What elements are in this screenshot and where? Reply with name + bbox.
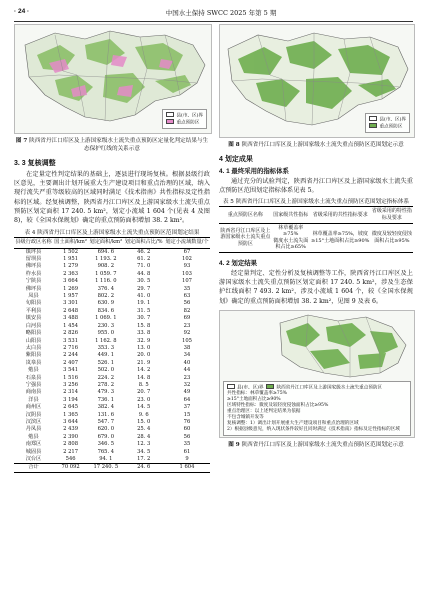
section-4-1-heading: 4. 1 最终采用的指标体系 xyxy=(219,168,289,175)
table-4-cell: 694. 6 xyxy=(97,248,115,255)
header-rule xyxy=(14,21,413,22)
table-4-cell: 76 xyxy=(183,418,191,425)
table-4-cell: 70 092 xyxy=(53,464,88,472)
table-4-cell: 17. 2 xyxy=(137,456,151,462)
table-4-col-area: 国土面积/km² xyxy=(53,238,88,248)
table-4-row xyxy=(14,338,210,345)
table-4-cell: 56 xyxy=(183,433,191,440)
table-5-row xyxy=(219,223,413,252)
table-4-cell: 60 xyxy=(183,426,191,433)
table-4-row xyxy=(14,375,210,382)
table-4-cell: 商州区 xyxy=(25,404,42,411)
table-4-cell: 546 xyxy=(65,456,76,462)
figure-9-note: 不包含城镇开发等 xyxy=(227,415,264,421)
table-5-col-provincial: 省级采用的共性指标要求 xyxy=(310,207,371,223)
table-4-row xyxy=(14,456,210,464)
table-5-cell-name: 陕西省丹江口库区及上游国家级水土流失重点预防区 xyxy=(219,223,272,252)
table-4-cell: 2 716 xyxy=(63,344,79,351)
table-4-cell: 32 xyxy=(183,381,191,388)
table-4-cell: 107 xyxy=(182,278,192,285)
table-4-cell: 旬阳县 xyxy=(25,300,42,307)
figure-7-map xyxy=(14,24,212,134)
figure-7-caption: 图 7 陕西省丹江口库区及上游国家级水土流失重点预防区定量化判定结果与生态保护红线的关系示意 xyxy=(15,138,209,152)
prevention-swatch xyxy=(266,384,274,390)
table-4-body xyxy=(14,248,210,472)
table-4-cell: 230. 3 xyxy=(97,322,115,329)
table-4-cell: 合计 xyxy=(14,464,53,472)
table-4-row xyxy=(14,300,210,307)
table-4-row xyxy=(14,248,210,256)
table-4-cell: 洋县 xyxy=(28,396,39,403)
table-4-row xyxy=(14,293,210,300)
table-4-cell: 2 407 xyxy=(63,359,79,366)
table-5-cell-special: 微度及较轻度侵蚀面积占比≥95% xyxy=(371,223,413,252)
table-4-cell: 834. 6 xyxy=(97,307,115,314)
table-4-cell: 南郑区 xyxy=(25,441,42,448)
table-4-cell: 3 194 xyxy=(63,396,79,403)
table-4-cell: 61 xyxy=(183,448,191,455)
table-4-cell: 20. 0 xyxy=(137,352,151,359)
table-4-cell: 1 279 xyxy=(63,263,79,270)
table-4-cell: 12. 3 xyxy=(137,441,151,448)
table-4-cell: 2 808 xyxy=(63,441,79,448)
boundary-swatch xyxy=(369,116,377,122)
table-4-cell: 1 516 xyxy=(63,374,79,381)
table-4-cell: 镇安县 xyxy=(25,315,42,322)
table-4-cell: 太白县 xyxy=(25,344,42,351)
figure-8-legend: 县(市、区)界 重点预防区 xyxy=(365,113,410,134)
table-4-row xyxy=(14,286,210,293)
table-4-cell: 2 390 xyxy=(63,433,79,440)
table-4-cell: 佛坪县 xyxy=(25,263,42,270)
table-4-cell: 丹凤县 xyxy=(25,426,42,433)
table-4-cell: 商南县 xyxy=(25,389,42,396)
section-4-2-paragraph: 经定量判定、定性分析及复核调整等工作，陕西省丹江口库区及上游国家级水土流失重点预防区划定面积 17 240. 5 km²，涉及生态保护红线面积 7 493. 2 km²，涉及小流域 1 604 个，较《全国水保规划》确定的重点预防面积增加 38. 2 km²，见图 9 及表 6。 xyxy=(219,269,413,305)
table-4-col-delim: 划定面积/km² xyxy=(88,238,123,248)
table-4-cell: 3 644 xyxy=(63,418,79,425)
table-4-row xyxy=(14,323,210,330)
table-5-col-name: 重点预防区名称 xyxy=(219,207,272,223)
table-4-cell: 9 xyxy=(185,456,189,462)
table-5-cell-provincial: 林草覆盖率≥75%，坡度≥15°土地面积占比≥90% xyxy=(310,223,371,252)
table-4-cell: 547. 7 xyxy=(97,418,115,425)
table-4-cell: 3 256 xyxy=(63,381,79,388)
table-4-cell: 3 488 xyxy=(63,315,79,322)
table-4-col-ratio: 划定面积占比/% xyxy=(123,238,164,248)
table-4-cell: 3 541 xyxy=(63,367,79,374)
section-3-3-heading: 3. 3 复核调整 xyxy=(14,160,56,167)
table-4-cell: 3 531 xyxy=(63,337,79,344)
table-5-col-national: 国家级共性指标 xyxy=(272,207,310,223)
figure-9-note: 区域特性指标：微度及较轻度侵蚀面积占比≥95% xyxy=(227,403,329,409)
table-4-cell: 石泉县 xyxy=(25,374,42,381)
table-4-row xyxy=(14,256,210,263)
table-4-cell: 岚皋县 xyxy=(25,359,42,366)
table-4-cell: 30. 5 xyxy=(137,278,151,285)
table-4-cell: 2 217 xyxy=(63,448,79,455)
table-4-cell: 56 xyxy=(183,300,191,307)
table-4-cell: 679. 0 xyxy=(97,433,115,440)
table-4-row xyxy=(14,397,210,404)
table-4-cell: 346. 5 xyxy=(97,441,115,448)
table-4-cell: 2 826 xyxy=(63,330,79,337)
figure-9-note: ≥15°土地面积占比≥90% xyxy=(227,397,281,403)
table-4-cell: 1 193. 2 xyxy=(95,256,117,263)
table-4-cell: 15 xyxy=(183,411,191,418)
table-4-cell: 紫阳县 xyxy=(25,352,42,359)
table-4-total-row xyxy=(14,464,210,472)
table-4-cell: 14. 5 xyxy=(137,404,151,411)
figure-9-note: 复核调整：1）调出计划开展重大生产建设项目和重点治理的区域 xyxy=(227,421,359,427)
table-4-cell: 41. 0 xyxy=(137,293,151,300)
table-4-cell: 49 xyxy=(183,389,191,396)
table-4-row xyxy=(14,308,210,315)
section-3-3-paragraph: 在定量定性判定结果的基础上，逐县进行现场复核。根据县级行政区意见，主要调出计划开展重大生产建设项目和重点治理的区域，纳入现行流失严重等级较高的区域同时满足《技术指南》共性指标及定性指标的区域。经复核调整，陕西省丹江口库区及上游国家级水土流失重点预防区划定面积 17 240. 5 km²，划定小流域 1 604 个(见表 4 及图 8)，较《全国水保规划》确定的重点预防面积增加 38. 2 km²。 xyxy=(14,171,210,225)
table-4-cell: 35 xyxy=(183,441,191,448)
boundary-swatch xyxy=(166,112,174,118)
table-4-cell: 382. 4 xyxy=(97,404,115,411)
table-4-cell: 102 xyxy=(182,256,192,263)
table-4-row xyxy=(14,360,210,367)
table-4-cell: 23 xyxy=(183,374,191,381)
table-4-cell: 15. 0 xyxy=(137,418,151,425)
table-4-cell: 92 xyxy=(183,330,191,337)
table-4-cell: 33. 8 xyxy=(137,330,151,337)
table-4-cell: 略阳县 xyxy=(25,330,42,337)
table-4-cell: 105 xyxy=(182,337,192,344)
table-5-col-special: 省级采用的特性指标及要求 xyxy=(371,207,413,223)
table-4-cell: 69 xyxy=(183,315,191,322)
table-4-cell: 山阳县 xyxy=(25,337,42,344)
table-4-cell: 21. 9 xyxy=(137,359,151,366)
table-4-cell: 526. 1 xyxy=(97,359,115,366)
left-column xyxy=(14,24,210,473)
table-4-cell: 736. 1 xyxy=(97,396,115,403)
table-4-cell: 94. 1 xyxy=(99,456,113,462)
table-4-row xyxy=(14,382,210,389)
prevention-swatch xyxy=(369,123,377,129)
table-4-cell: 37 xyxy=(183,404,191,411)
figure-9-map xyxy=(219,310,415,438)
table-4-col-count: 划定小流域数量/个 xyxy=(164,238,210,248)
table-4-cell: 1 957 xyxy=(63,293,79,300)
table-4-cell: 71. 0 xyxy=(137,263,151,270)
table-4-cell: 14. 8 xyxy=(137,374,151,381)
page-number: · 24 · xyxy=(14,8,30,15)
table-4-row xyxy=(14,426,210,433)
table-5-title: 表 5 陕西省丹江口库区及上游国家级水土流失重点预防区范围划定指标体系 xyxy=(222,199,410,206)
table-4-cell: 20. 7 xyxy=(137,389,151,396)
table-4-cell: 9. 6 xyxy=(138,411,149,418)
table-4-row xyxy=(14,404,210,411)
table-4-title: 表 4 陕西省丹江口库区及上游国家级水土流失重点预防区范围划定结果 xyxy=(24,230,200,237)
table-4-cell: 1 269 xyxy=(63,285,79,292)
figure-9-note: 重点治理区：以上述判定结果为依据 xyxy=(227,409,301,415)
table-4-cell: 1 365 xyxy=(63,411,79,418)
table-4-cell: 131. 6 xyxy=(97,411,115,418)
table-4-cell: 64 xyxy=(183,396,191,403)
table-4-cell: 平利县 xyxy=(25,307,42,314)
table-4-cell: 224. 2 xyxy=(97,374,115,381)
table-4-row xyxy=(14,278,210,285)
table-4-cell: 35 xyxy=(183,285,191,292)
section-4-2-heading: 4. 2 划定结果 xyxy=(219,259,257,267)
table-4-cell: 40 xyxy=(183,359,191,366)
figure-9-legend: 县(市、区)界 陕西省丹江口库区及上游国家级水土流失重点预防区 共性指标：林草覆盖率≥75% ≥15°土地面积占比≥90% 区域特性指标：微度及较轻度侵蚀面积占比≥95% 重点治理区：以上述判定结果为依据 不包含城镇开发等 复核调整：1）调出计划开展重大生产建设项目和重点治理的区域 2）根据县级意见，纳入现状条件较好且同时满足《技术指南》指标及定性指标的区域 xyxy=(223,381,411,436)
table-4-cell: 61. 2 xyxy=(137,256,151,263)
table-4-cell: 2 244 xyxy=(63,352,79,359)
table-4-cell: 镇坪县 xyxy=(25,248,42,255)
table-4-cell: 2 314 xyxy=(63,389,79,396)
table-4-col-name: 县级行政区名称 xyxy=(14,238,53,248)
right-column xyxy=(219,24,413,449)
table-4-cell: 1 162. 8 xyxy=(95,337,117,344)
table-4-cell: 44. 8 xyxy=(137,270,151,277)
table-4-cell: 1 604 xyxy=(164,464,210,472)
table-4-cell: 620. 0 xyxy=(97,426,115,433)
table-4-cell: 凤县 xyxy=(28,293,39,300)
figure-8-map xyxy=(219,24,415,138)
table-4-cell: 28. 4 xyxy=(137,433,151,440)
table-4-cell: 1 069. 1 xyxy=(95,315,117,322)
table-4-cell: 630. 9 xyxy=(97,300,115,307)
table-4-cell: 908. 2 xyxy=(97,263,115,270)
table-4-cell: 3 664 xyxy=(63,278,79,285)
table-4-row xyxy=(14,367,210,374)
journal-title: 中国水土保持 SWCC 2025 年第 5 期 xyxy=(165,9,277,17)
table-4-cell: 柞水县 xyxy=(25,270,42,277)
prevention-swatch xyxy=(166,119,174,125)
table-4-cell: 14. 2 xyxy=(137,367,151,374)
table-4-cell: 376. 4 xyxy=(97,285,115,292)
table-4-row xyxy=(14,389,210,396)
table-4-cell: 汉台区 xyxy=(25,456,42,462)
table-4-cell: 44 xyxy=(183,367,191,374)
table-4-cell: 82 xyxy=(183,307,191,314)
table-4-cell: 23 xyxy=(183,322,191,329)
table-4-cell: 宁强县 xyxy=(25,381,42,388)
table-4-cell: 479. 3 xyxy=(97,389,115,396)
table-4-cell: 67 xyxy=(183,248,191,255)
figure-9-note: 2）根据县级意见，纳入现状条件较好且同时满足《技术指南》指标及定性指标的区域 xyxy=(227,427,400,433)
table-4-cell: 502. 0 xyxy=(97,367,115,374)
table-4-cell: 白河县 xyxy=(25,322,42,329)
table-4-cell: 2 648 xyxy=(63,307,79,314)
table-4-cell: 24. 6 xyxy=(123,464,164,472)
table-4-cell: 34. 5 xyxy=(137,448,151,455)
table-4-cell: 449. 1 xyxy=(97,352,115,359)
table-4-cell: 353. 3 xyxy=(97,344,115,351)
table-4-row xyxy=(14,330,210,337)
table-4-row xyxy=(14,345,210,352)
table-4-row xyxy=(14,449,210,456)
table-4-row xyxy=(14,441,210,448)
section-4-1-paragraph: 通过充分的试验判定，陕西省丹江口库区及上游国家级水土流失重点预防区范围划定指标体系见表 5。 xyxy=(219,178,413,195)
table-4-cell: 25. 4 xyxy=(137,426,151,433)
table-4-row xyxy=(14,315,210,322)
table-4-cell: 29. 7 xyxy=(137,285,151,292)
running-header xyxy=(14,8,413,20)
table-4-cell: 1 116. 0 xyxy=(95,278,117,285)
table-4-cell: 留坝县 xyxy=(25,256,42,263)
table-4-cell: 31. 5 xyxy=(137,307,151,314)
table-4-cell: 2 439 xyxy=(63,426,79,433)
table-4-cell: 32. 9 xyxy=(137,337,151,344)
table-4-cell: 8. 5 xyxy=(138,381,149,388)
table-4-cell: 802. 2 xyxy=(97,293,115,300)
table-4-row xyxy=(14,352,210,359)
table-4-cell: 34 xyxy=(183,352,191,359)
table-4-cell: 勉县 xyxy=(28,433,39,440)
table-4-cell: 1 951 xyxy=(63,256,79,263)
table-4-cell: 955. 0 xyxy=(97,330,115,337)
figure-9-note: 共性指标：林草覆盖率≥75% xyxy=(227,391,287,397)
table-4-cell: 278. 2 xyxy=(97,381,115,388)
table-4-cell: 13. 0 xyxy=(137,344,151,351)
table-4-cell: 103 xyxy=(182,270,192,277)
table-4-cell: 2 363 xyxy=(63,270,79,277)
table-4-row xyxy=(14,434,210,441)
table-4-cell: 15. 8 xyxy=(137,322,151,329)
table-4-row xyxy=(14,263,210,270)
table-4-cell: 46. 2 xyxy=(137,248,151,255)
table-4-cell: 30. 7 xyxy=(137,315,151,322)
table-4-cell: 2 645 xyxy=(63,404,79,411)
table-4-header xyxy=(14,238,210,248)
section-4-heading: 4 划定成果 xyxy=(219,156,253,163)
table-4-cell: 1 059. 7 xyxy=(95,270,117,277)
table-4-row xyxy=(14,419,210,426)
table-4-cell: 3 301 xyxy=(63,300,79,307)
boundary-swatch xyxy=(227,384,235,390)
table-4-cell: 1 502 xyxy=(63,248,79,255)
table-4-cell: 佛坪县 xyxy=(25,285,42,292)
figure-9-caption: 图 9 陕西省丹江口库区及上游国家级水土流失重点预防区范围划定示意 xyxy=(228,441,404,448)
table-4-row xyxy=(14,271,210,278)
table-4-cell: 17 240. 5 xyxy=(88,464,123,472)
table-4-cell: 1 454 xyxy=(63,322,79,329)
table-4-cell: 93 xyxy=(183,263,191,270)
table-4-cell: 宁陕县 xyxy=(25,278,42,285)
table-4-cell: 19. 1 xyxy=(137,300,151,307)
table-4-cell: 23. 0 xyxy=(137,396,151,403)
figure-8-caption: 图 8 陕西省丹江口库区及上游国家级水土流失重点预防区范围划定示意 xyxy=(228,142,404,148)
table-5 xyxy=(219,206,413,253)
table-4-cell: 勉县 xyxy=(28,367,39,374)
table-4-cell: 汉滨区 xyxy=(25,418,42,425)
table-4-cell: 汉阴县 xyxy=(25,411,42,418)
table-4-cell: 城固县 xyxy=(25,448,42,455)
figure-7-legend: 县(市、区)界 重点预防区 xyxy=(162,109,207,130)
table-4 xyxy=(14,237,210,473)
table-4-row xyxy=(14,412,210,419)
table-5-cell-national: 林草覆盖率≥75% 微度水土流失面积占比≥65% xyxy=(272,223,310,252)
table-4-cell: 38 xyxy=(183,344,191,351)
table-4-cell: 765. 4 xyxy=(97,448,115,455)
table-5-header xyxy=(219,207,413,223)
table-4-cell: 63 xyxy=(183,293,191,300)
